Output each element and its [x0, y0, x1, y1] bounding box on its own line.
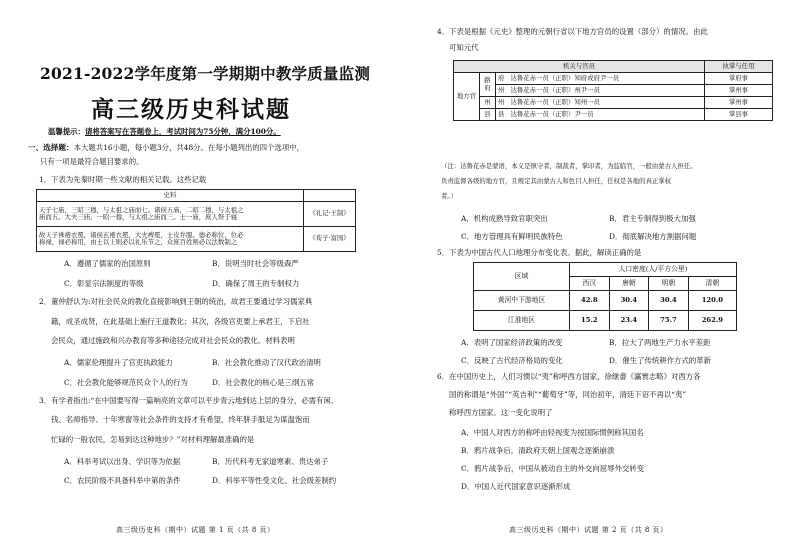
- q1-row2-line1: 故天子袾裷衣冕，诸侯玄裷衣冕，大夫裨冕，士皮弁服。德必称位，位必: [39, 230, 244, 239]
- page-footer-2: 高三级历史科（期中）试题 第 2 页（共 8 页）: [509, 526, 668, 534]
- q5-row1-region: 黄河中下游地区: [474, 291, 570, 311]
- q4-row1-duty: 掌府事: [705, 73, 773, 85]
- q4-row1-unit: 府: [498, 73, 505, 82]
- exam-page-2: [397, 0, 794, 548]
- q3-line2: 钱、名师指导、十年寒窗等社会条件的支持才有希望，终年胼手胝足为谋温饱而: [51, 415, 310, 424]
- table-row: [454, 109, 773, 121]
- q4-col2-header: 执掌与任用: [705, 61, 773, 73]
- q4-note-3: 者。）: [441, 192, 457, 200]
- q4-row3-unit: 州: [498, 97, 505, 106]
- exam-title: 2021-2022学年度第一学期期中教学质量监测: [40, 64, 371, 83]
- q4-line2: 可知元代: [449, 43, 479, 52]
- exam-subtitle: 高三级历史科试题: [91, 96, 291, 123]
- reminder-text: 请将答案写在答题卷上，考试时间为75分钟，满分100分。: [84, 127, 281, 136]
- q5-row1-v2: 30.4: [609, 291, 649, 311]
- q2-option-a[interactable]: A．儒家伦理提升了官吏执政能力: [64, 358, 173, 367]
- q6-line2: 国的称谓是“外国”“英吉利”“葡萄牙”等，同治初年，清廷下诏不再以“夷”: [449, 390, 687, 399]
- q4-group: 地方官: [454, 73, 480, 121]
- q6-option-b[interactable]: B．鸦片战争后，清政府天朝上国观念逐渐崩溃: [461, 446, 615, 455]
- q6-option-a[interactable]: A．中国人对西方的称呼由轻视变为按国际惯例称其国名: [461, 428, 644, 437]
- table-row: [454, 85, 773, 97]
- q1-option-c[interactable]: C．彰显宗法制度的等级: [64, 279, 144, 288]
- table-row: [474, 291, 737, 311]
- q1-row1-line1: 天子七庙，三昭三穆，与太祖之庙而七。诸侯五庙，二昭二穆，与太祖之: [39, 205, 244, 214]
- q6-line3: 称呼西方国家。这一变化说明了: [449, 408, 553, 417]
- q4-option-b[interactable]: B．君主专制得到极大加强: [609, 214, 696, 223]
- q3-option-a[interactable]: A．科举考试以出身、学识等为依据: [64, 457, 181, 466]
- q4-option-d[interactable]: D．彻底解决地方割据问题: [609, 232, 697, 241]
- q1-option-d[interactable]: D．确保了周王的专制权力: [212, 279, 300, 288]
- q1-option-a[interactable]: A．遵循了儒家的治国原则: [64, 259, 151, 268]
- q5-row1-v4: 120.0: [688, 291, 736, 311]
- q5-stem: 5．下表为中国古代人口地理分布变化表。据此，解读正确的是: [437, 248, 642, 257]
- q5-option-a[interactable]: A．表明了国家经济政策的改变: [461, 338, 563, 347]
- q5-period-1: 西汉: [570, 277, 610, 291]
- q5-period-4: 清朝: [688, 277, 736, 291]
- q5-period-2: 唐朝: [609, 277, 649, 291]
- q3-line3: 忙碌的一般农民，怎易到达这种地步？”对材料理解最准确的是: [51, 435, 255, 444]
- q5-row1-v3: 30.4: [649, 291, 689, 311]
- q5-row2-region: 江淮地区: [474, 311, 570, 331]
- q5-row2-v1: 15.2: [570, 311, 610, 331]
- q3-option-b[interactable]: B．历代科考无家道寒素、贵达弟子: [212, 457, 329, 466]
- table-row: [454, 73, 773, 85]
- q4-row2-duty: 掌州事: [705, 85, 773, 97]
- q4-sub-xian: 县: [480, 109, 496, 121]
- q4-row4-officials: 达鲁花赤一员（正职）尹一员: [510, 109, 594, 118]
- q1-row2-line2: 称禄，禄必称用，由士以上则必以礼乐节之，众庶百姓则必以法数制之: [39, 238, 238, 246]
- q6-option-c[interactable]: C．鸦片战争后，中国从被动自主的外交向屈辱外交转变: [461, 464, 645, 473]
- q4-row4-duty: 掌县事: [705, 109, 773, 121]
- q2-line3: 会民众，通过施政和兴办教育等多种途径完成对社会民众的教化。材料表明: [51, 336, 295, 345]
- q2-option-c[interactable]: C．社会教化能够规范民众个人的行为: [64, 378, 188, 387]
- q4-col1-header: 机关与官员: [454, 61, 705, 73]
- reminder-label: 温馨提示：: [48, 127, 85, 136]
- q4-sub-lufu: 路府: [480, 73, 496, 97]
- q4-row1-officials: 达鲁花赤一员（正职）知府或府尹一员: [510, 73, 620, 82]
- q5-row2-v2: 23.4: [609, 311, 649, 331]
- page-footer-1: 高三级历史科（期中）试题 第 1 页（共 8 页）: [116, 526, 275, 534]
- q5-row2-v3: 75.7: [649, 311, 689, 331]
- q4-row2-unit: 州: [498, 85, 505, 94]
- section-title: 一、选择题：: [28, 143, 74, 152]
- section-heading: [28, 144, 304, 152]
- q4-row2-officials: 达鲁花赤一员（正职）州尹一员: [510, 85, 600, 94]
- q3-line1: 3．有学者指出:“在中国要写得一篇响亮的文章可以平步青云地到达上层的身分，必需有闲、: [39, 396, 339, 405]
- q4-note-2: 负责监督各级的地方官，且规定其由蒙古人和色目人担任，任权是各地的真正掌权: [441, 177, 672, 185]
- q3-option-c[interactable]: C．农民阶级不具备科举中第的条件: [64, 476, 181, 485]
- q5-option-d[interactable]: D．催生了传统耕作方式的革新: [609, 356, 712, 365]
- section-desc-1: 本大题共16小题，每小题3分，共48分。在每小题列出的四个选项中，: [73, 143, 305, 152]
- q4-table: [453, 60, 773, 121]
- q4-row4-unit: 县: [498, 109, 505, 118]
- table-row: [454, 97, 773, 109]
- q1-table: [36, 189, 356, 252]
- table-row: [37, 227, 356, 252]
- q1-option-b[interactable]: B．说明当时社会等级森严: [212, 259, 299, 268]
- q4-option-c[interactable]: C．地方管理具有鲜明民族特色: [461, 232, 563, 241]
- q1-row2-source: 《荀子·富国》: [304, 227, 356, 252]
- q2-option-d[interactable]: D．社会教化的核心是三纲五常: [212, 378, 315, 387]
- q6-option-d[interactable]: D．中国人近代国家意识逐渐形成: [461, 482, 571, 491]
- table-row: [37, 202, 356, 227]
- q5-region-header: 区域: [474, 263, 570, 291]
- q2-option-b[interactable]: B．社会教化推动了汉代政治清明: [212, 358, 321, 367]
- section-desc-2: 只有一项是最符合题目要求的。: [40, 157, 144, 166]
- q4-row3-officials: 达鲁花赤一员（正职）知州一员: [510, 97, 600, 106]
- q2-line2: 籍，成圣成贤，在此基础上施行王道教化；其次，各级官吏要上承君王，下启社: [51, 317, 310, 326]
- q4-option-a[interactable]: A．机构成熟导致官职突出: [461, 214, 548, 223]
- q1-row1-source: 《礼记·王制》: [304, 202, 356, 227]
- q5-density-header: 人口密度(人/平方公里): [570, 263, 737, 277]
- reminder: [48, 126, 281, 137]
- q4-line1: 4．下表是根据《元史》整理的元朝行省以下地方官员的设置（部分）的情况。由此: [437, 27, 708, 36]
- q5-period-3: 明朝: [649, 277, 689, 291]
- q5-option-b[interactable]: B．拉大了两地生产力水平差距: [609, 338, 711, 347]
- q5-option-c[interactable]: C．反映了古代经济格局的变化: [461, 356, 563, 365]
- q4-sub-zhou: 州: [480, 97, 496, 109]
- q4-row3-duty: 掌州事: [705, 97, 773, 109]
- q5-row1-v1: 42.8: [570, 291, 610, 311]
- q5-row2-v4: 262.9: [688, 311, 736, 331]
- q1-table-header: 史料: [37, 190, 304, 202]
- q3-option-d[interactable]: D．科举平等性受文化、社会级差制约: [212, 476, 337, 485]
- q6-line1: 6．在中国历史上，人们习惯以“夷”称呼西方国家，徐继畬《瀛寰志略》对西方各: [437, 372, 701, 381]
- table-row: [474, 311, 737, 331]
- q5-table: [473, 262, 737, 331]
- q1-stem: 1．下表为先秦时期一些文献的相关记载。这些记载: [39, 175, 207, 184]
- q2-line1: 2．董仲舒认为:对社会民众的教化直接影响到王朝的统治，故君王要通过学习儒家典: [39, 297, 313, 306]
- q4-note-1: （注：达鲁花赤是蒙语，本义是镇守者，制裁者，掌印者，为监临官，一般由蒙古人担任。: [441, 162, 697, 170]
- q1-row1-line2: 庙而五。大夫三庙，一昭一穆，与太祖之庙而三。士一庙，庶人祭于寝: [39, 213, 238, 221]
